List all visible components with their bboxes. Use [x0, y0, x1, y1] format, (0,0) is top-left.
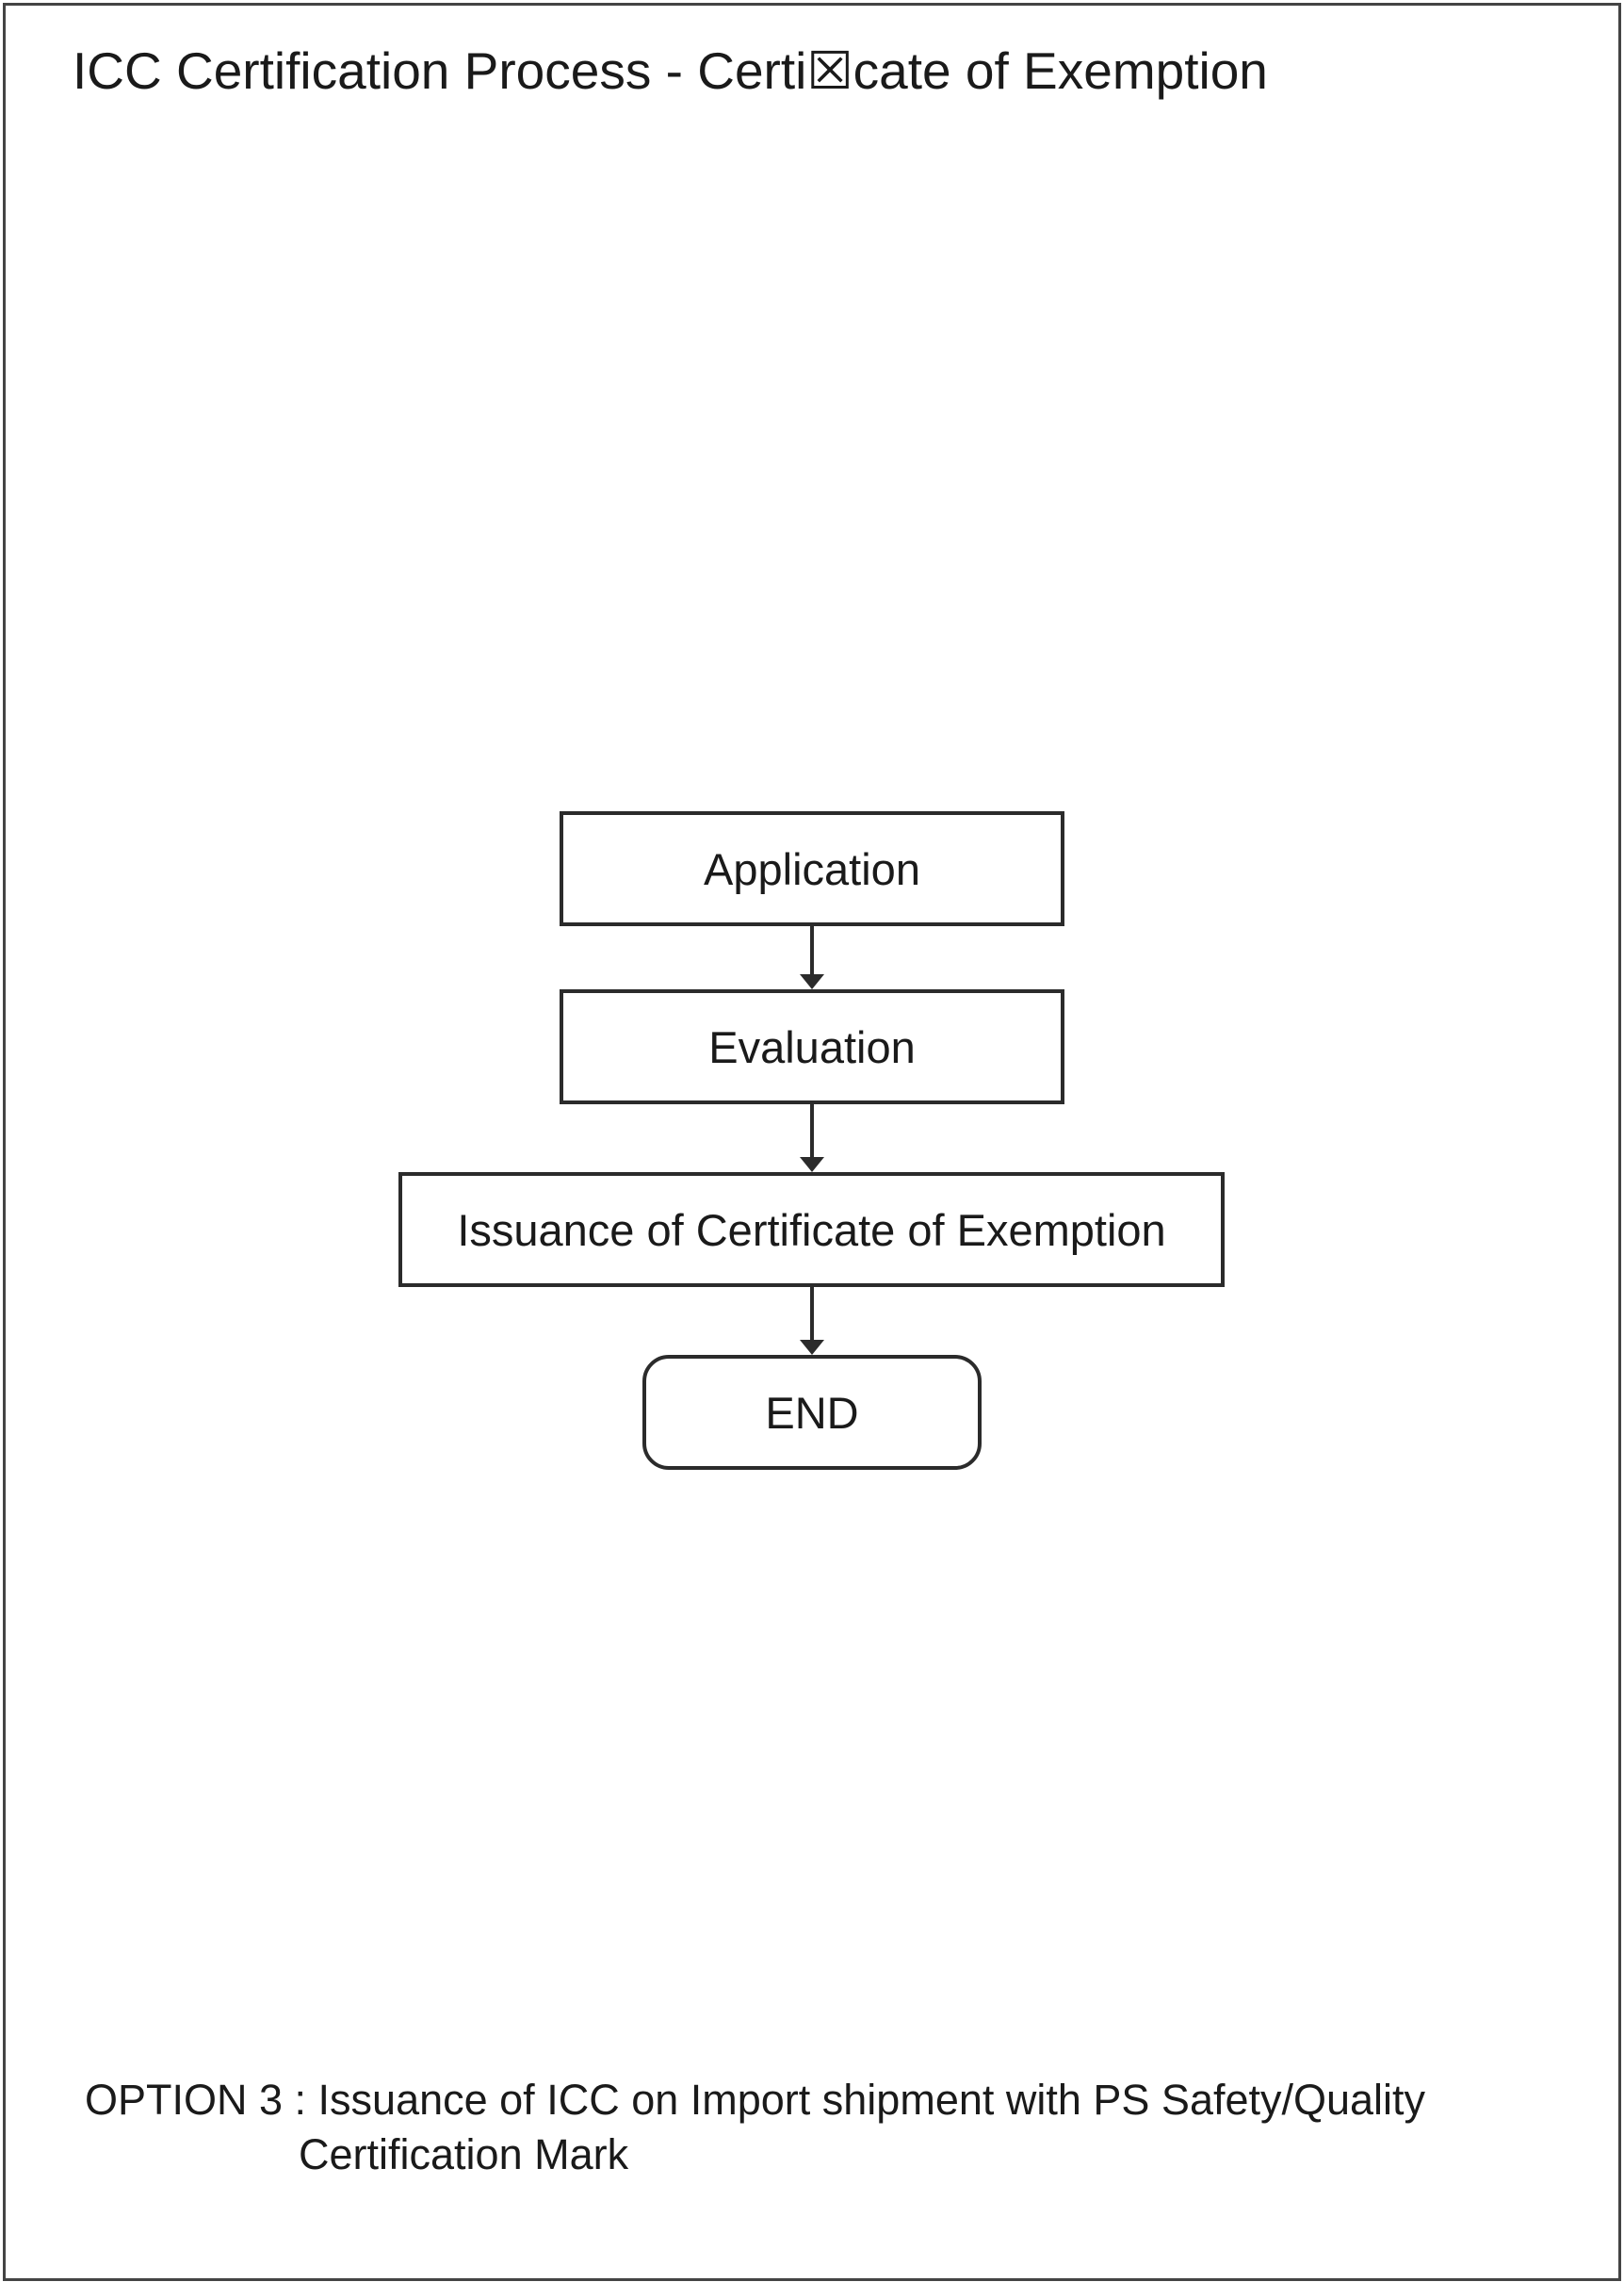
node-label: Evaluation [708, 1021, 916, 1072]
option-caption [85, 2073, 1425, 2182]
flowchart-node-evaluation [560, 989, 1064, 1104]
node-label: Issuance of Certificate of Exemption [457, 1204, 1166, 1255]
page-border [3, 3, 1621, 2281]
flowchart-node-issuance [398, 1172, 1225, 1287]
node-label: END [765, 1387, 859, 1438]
node-label: Application [704, 843, 920, 894]
flowchart-node-end [642, 1355, 982, 1470]
flowchart-node-application [560, 811, 1064, 926]
option-caption-line-2: Certification Mark [299, 2130, 629, 2178]
option-caption-line-1: OPTION 3 : Issuance of ICC on Import shipment with PS Safety/Quality [85, 2076, 1426, 2124]
page-title: ICC Certification Process - Certi☒cate of Exemption [73, 41, 1268, 100]
